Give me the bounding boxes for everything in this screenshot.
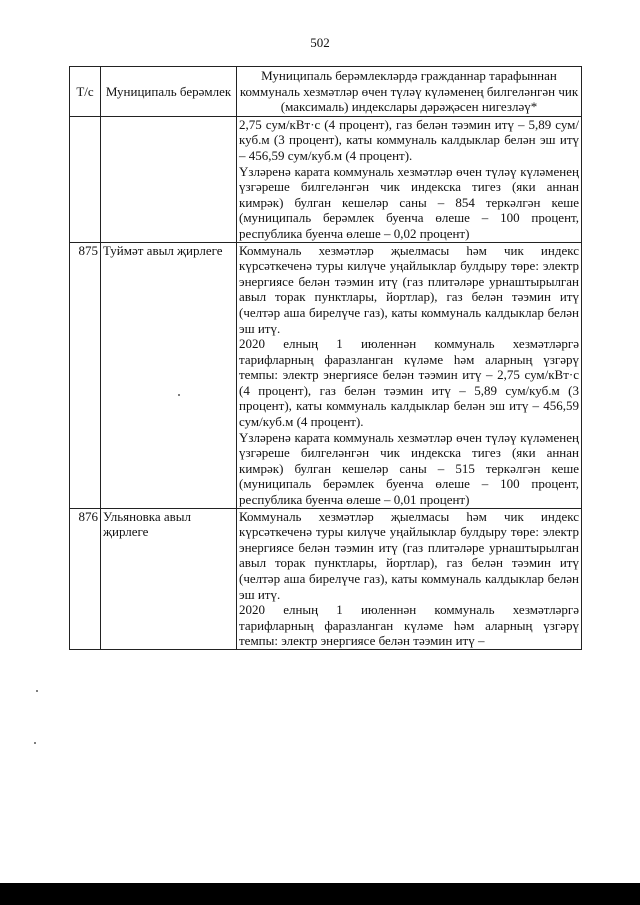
row-number bbox=[70, 116, 101, 242]
justification-text bbox=[237, 508, 582, 649]
municipality-name: Ульяновка авыл җирлеге bbox=[101, 508, 237, 649]
scan-speck bbox=[178, 394, 180, 396]
row-number: 876 bbox=[70, 508, 101, 649]
justification-text bbox=[237, 116, 582, 242]
tariff-table bbox=[69, 66, 582, 650]
paragraph: Үзләренә карата коммуналь хезмәтләр өчен түләү күләменең үзгәреше билгеләнгән чик индекска тигез (яки аннан кимрәк) булган кешеләр саны – 854 теркәлгән кеше (муниципаль берәмлек буенча өлеше – 100 процент, республика буенча өлеше – 0,02 процент) bbox=[239, 163, 579, 241]
paragraph: 2020 елның 1 июленнән коммуналь хезмәтләргә тарифларның фаразланган күләме һәм аларның үзгәрү темпы: электр энергиясе белән тәэмин итү – 2,75 сум/кВт·с (4 процент), газ белән тәэмин итү – 5,89 сум/куб.м (3 процент), каты коммуналь калдыклар белән эш итү – 456,59 сум/куб.м (4 процент). bbox=[239, 336, 579, 430]
paragraph: Коммуналь хезмәтләр җыелмасы һәм чик индекс күрсәткеченә туры килүче уңайлыклар булдыру төре: электр энергиясе белән тәэмин итү (газ плитәләре урнаштырылган авыл торак пунктлары, йортлар), газ белән тәэмин итү (челтәр аша бирелүче газ), каты коммуналь калдыклар белән эш итү. bbox=[239, 242, 579, 336]
row-number: 875 bbox=[70, 242, 101, 508]
scan-speck bbox=[36, 690, 38, 692]
paragraph: 2,75 сум/кВт·с (4 процент), газ белән тәэмин итү – 5,89 сум/куб.м (3 процент), каты коммуналь калдыклар белән эш итү – 456,59 сум/куб.м (4 процент). bbox=[239, 116, 579, 163]
page-number: 502 bbox=[310, 35, 330, 50]
header-municipality: Муниципаль берәмлек bbox=[101, 67, 237, 117]
table-row bbox=[70, 242, 582, 508]
header-number: Т/с bbox=[70, 67, 101, 117]
municipality-name: Туймәт авыл җирлеге bbox=[101, 242, 237, 508]
table-row bbox=[70, 508, 582, 649]
paragraph: Үзләренә карата коммуналь хезмәтләр өчен түләү күләменең үзгәреше билгеләнгән чик индекска тигез (яки аннан кимрәк) булган кешеләр саны – 515 теркәлгән кеше (муниципаль берәмлек буенча өлеше – 100 процент, республика буенча өлеше – 0,01 процент) bbox=[239, 429, 579, 508]
header-justification: Муниципаль берәмлекләрдә гражданнар тарафыннан коммуналь хезмәтләр өчен түләү күләменең билгеләнгән чик (максималь) индекслары дәрәҗәсен нигезләү* bbox=[237, 67, 582, 117]
paragraph: 2020 елның 1 июленнән коммуналь хезмәтләргә тарифларның фаразланган күләме һәм аларның үзгәрү темпы: электр энергиясе белән тәэмин итү – bbox=[239, 602, 579, 649]
scan-speck bbox=[34, 742, 36, 744]
table-header-row bbox=[70, 67, 582, 117]
justification-text bbox=[237, 242, 582, 508]
municipality-name bbox=[101, 116, 237, 242]
scan-border bbox=[0, 883, 640, 905]
paragraph: Коммуналь хезмәтләр җыелмасы һәм чик индекс күрсәткеченә туры килүче уңайлыклар булдыру төре: электр энергиясе белән тәэмин итү (газ плитәләре урнаштырылган авыл торак пунктлары, йортлар), газ белән тәэмин итү (челтәр аша бирелүче газ), каты коммуналь калдыклар белән эш итү. bbox=[239, 508, 579, 602]
table-row bbox=[70, 116, 582, 242]
